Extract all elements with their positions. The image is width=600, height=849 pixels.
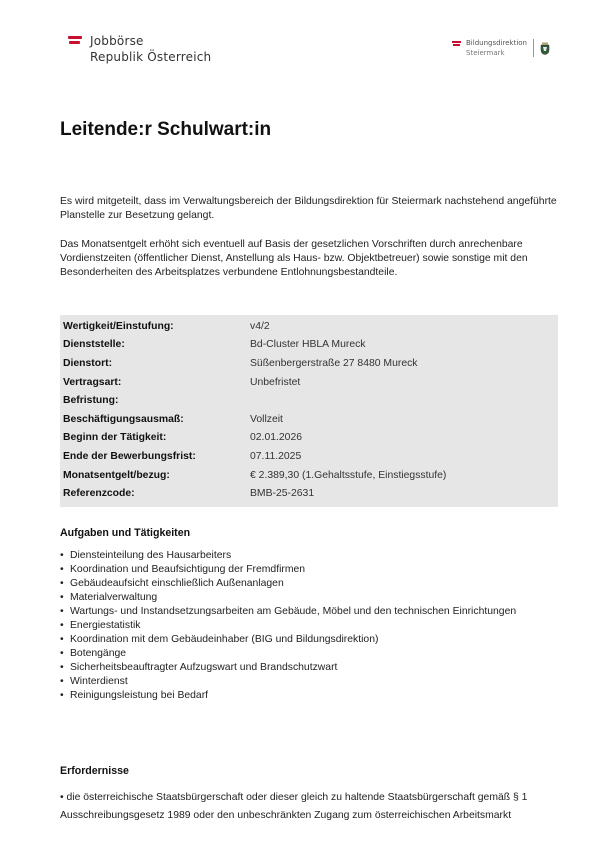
intro-paragraph-1: Es wird mitgeteilt, dass im Verwaltungsbereich der Bildungsdirektion für Steiermark nachstehend angeführte Planstelle zur Besetzung gelangt. <box>60 196 557 221</box>
list-item: • Energiestatistik <box>60 620 141 631</box>
bullet-icon: • <box>60 592 64 603</box>
detail-value: v4/2 <box>250 320 270 332</box>
detail-value: BMB-25-2631 <box>250 488 315 500</box>
detail-value: 02.01.2026 <box>250 432 303 444</box>
detail-label: Befristung: <box>63 395 119 407</box>
list-item: • Reinigungsleistung bei Bedarf <box>60 690 209 701</box>
detail-value: Unbefristet <box>250 376 301 388</box>
bullet-icon: • <box>60 648 64 659</box>
jobboerse-logo <box>68 33 211 65</box>
bullet-icon: • <box>60 606 64 617</box>
detail-label: Dienststelle: <box>63 339 125 351</box>
bullet-icon: • <box>60 578 64 589</box>
bullet-icon: • <box>60 550 64 561</box>
list-item: • Koordination mit dem Gebäudeinhaber (BIG und Bildungsdirektion) <box>60 634 379 645</box>
intro-paragraph-2: Das Monatsentgelt erhöht sich eventuell auf Basis der gesetzlichen Vorschriften durch anrechenbare Vordienstzeiten (öffentlicher Dienst, Anstellung als Haus- bzw. Objektbetreuer) sowie sonstige mit den Besonderheiten des Arbeitsplatzes verbundene Entlohnungsbestandteile. <box>60 239 528 278</box>
detail-value: Bd-Cluster HBLA Mureck <box>250 339 366 351</box>
logo-divider <box>533 39 534 57</box>
austria-flag-icon <box>68 36 82 46</box>
bd-line1: Bildungsdirektion <box>466 39 527 47</box>
list-item: • Botengänge <box>60 648 127 659</box>
details-row <box>60 466 558 485</box>
detail-label: Vertragsart: <box>63 376 122 388</box>
detail-label: Beginn der Tätigkeit: <box>63 432 167 444</box>
bullet-icon: • <box>60 676 64 687</box>
detail-label: Ende der Bewerbungsfrist: <box>63 450 196 462</box>
list-item: • Wartungs- und Instandsetzungsarbeiten am Gebäude, Möbel und den technischen Einrichtungen <box>60 606 517 617</box>
tasks-list <box>60 549 516 703</box>
bullet-icon: • <box>60 634 64 645</box>
bullet-icon: • <box>60 564 64 575</box>
detail-label: Monatsentgelt/bezug: <box>63 469 170 481</box>
details-row <box>60 336 558 355</box>
detail-value: € 2.389,30 (1.Gehaltsstufe, Einstiegsstufe) <box>250 469 447 481</box>
bd-line2: Steiermark <box>466 49 505 57</box>
detail-label: Wertigkeit/Einstufung: <box>63 320 174 332</box>
detail-label: Dienstort: <box>63 357 113 369</box>
details-row <box>60 391 558 410</box>
bullet-icon: • <box>60 620 64 631</box>
list-item: • Materialverwaltung <box>60 592 158 603</box>
logo-line1: Jobbörse <box>90 34 144 48</box>
requirements-heading: Erfordernisse <box>60 765 129 777</box>
austria-flag-small-icon <box>452 41 461 47</box>
detail-value: 07.11.2025 <box>250 450 302 462</box>
bullet-icon: • <box>60 662 64 673</box>
details-row <box>60 447 558 466</box>
list-item: • Gebäudeaufsicht einschließlich Außenanlagen <box>60 578 284 589</box>
list-item: • Sicherheitsbeauftragter Aufzugswart und Brandschutzwart <box>60 662 338 673</box>
bullet-icon: • <box>60 690 64 701</box>
job-details-table <box>60 315 558 507</box>
requirement-item: • die österreichische Staatsbürgerschaft oder dieser gleich zu haltende Staatsbürgerschaft gemäß § 1 Ausschreibungsgesetz 1989 oder den unbeschränkten Zugang zum österreichischen Arbeitsmarkt <box>60 792 528 821</box>
tasks-heading: Aufgaben und Tätigkeiten <box>60 527 191 539</box>
details-row <box>60 429 558 448</box>
coat-of-arms-icon <box>540 42 550 55</box>
details-row <box>60 484 558 503</box>
details-row <box>60 373 558 392</box>
list-item: • Koordination und Beaufsichtigung der Fremdfirmen <box>60 564 306 575</box>
logo-line2: Republik Österreich <box>90 50 212 64</box>
detail-label: Referenzcode: <box>63 488 135 500</box>
page-title: Leitende:r Schulwart:in <box>60 119 272 140</box>
details-row <box>60 410 558 429</box>
detail-value: Vollzeit <box>250 413 283 425</box>
list-item: • Diensteinteilung des Hausarbeiters <box>60 550 232 561</box>
detail-label: Beschäftigungsausmaß: <box>63 413 184 425</box>
details-row <box>60 354 558 373</box>
list-item: • Winterdienst <box>60 676 128 687</box>
bildungsdirektion-logo <box>452 38 550 58</box>
details-row <box>60 317 558 336</box>
detail-value: Süßenbergerstraße 27 8480 Mureck <box>250 357 418 369</box>
